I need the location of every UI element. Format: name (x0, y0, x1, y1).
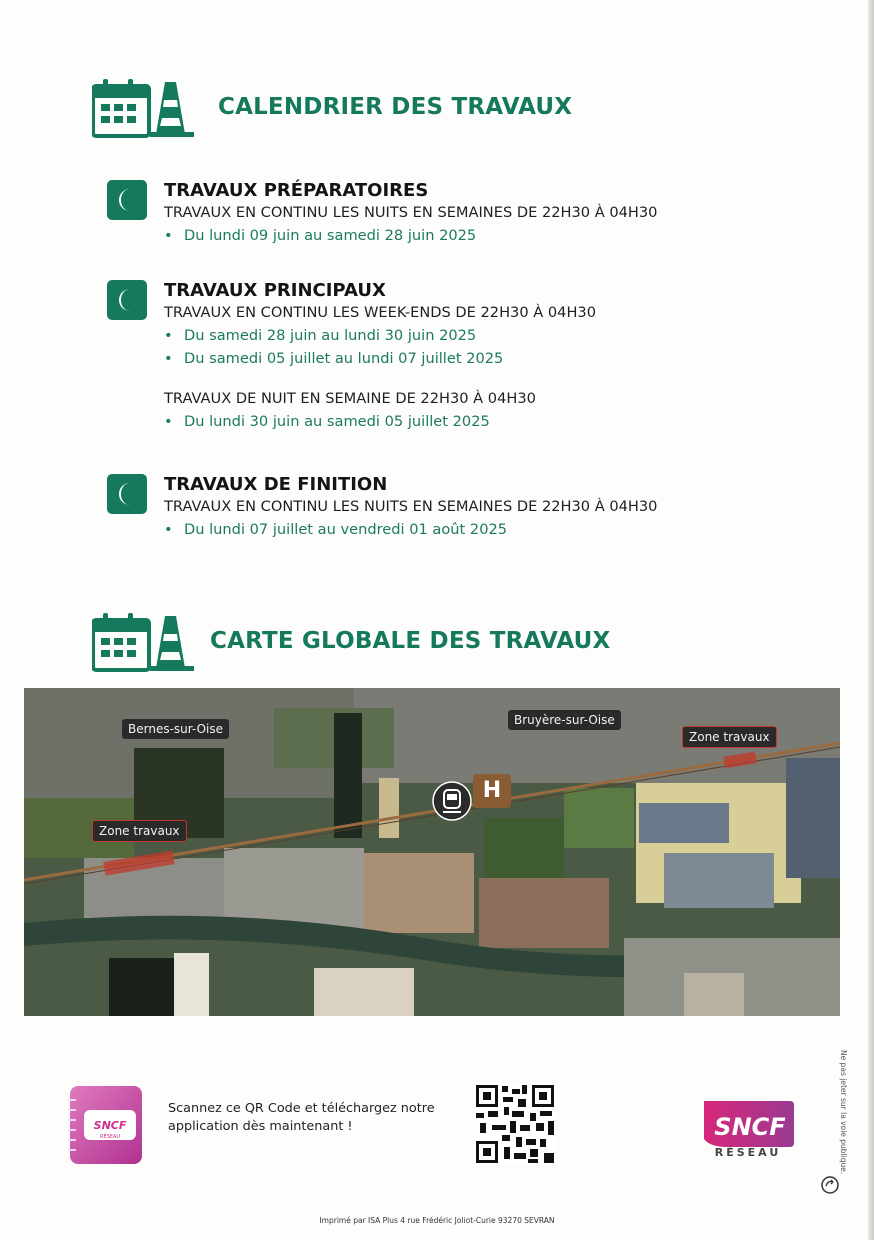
moon-icon (107, 180, 147, 220)
train-station-icon (432, 781, 472, 821)
calendar-cone-icon (92, 610, 196, 672)
works-block-preparatory (107, 180, 827, 256)
date-item: • Du lundi 09 juin au samedi 28 juin 2025 (164, 227, 477, 244)
block-title: TRAVAUX PRINCIPAUX (164, 280, 386, 301)
moon-badge (107, 280, 147, 320)
schedule-text: TRAVAUX EN CONTINU LES WEEK-ENDS DE 22H30 À 04H30 (164, 304, 596, 321)
label-zone-right: Zone travaux (682, 726, 777, 748)
date-item: • Du samedi 28 juin au lundi 30 juin 2025 (164, 327, 477, 344)
block-content (164, 280, 844, 433)
scan-edge (868, 0, 874, 1240)
svg-text:RÉSEAU: RÉSEAU (99, 1134, 121, 1140)
moon-badge (107, 180, 147, 220)
map-title: CARTE GLOBALE DES TRAVAUX (210, 628, 611, 654)
date-item: • Du lundi 30 juin au samedi 05 juillet 2025 (164, 413, 490, 430)
label-bernes: Bernes-sur-Oise (122, 719, 229, 739)
calendar-title: CALENDRIER DES TRAVAUX (218, 94, 573, 120)
moon-icon (107, 280, 147, 320)
works-map[interactable] (24, 688, 840, 1016)
works-block-finishing (107, 474, 827, 550)
svg-text:SNCF: SNCF (714, 1113, 786, 1141)
printer-credit: Imprimé par ISA Plus 4 rue Frédéric Joliot-Curie 93270 SEVRAN (319, 1216, 555, 1225)
hospital-icon: H (473, 774, 511, 808)
label-bruyere: Bruyère-sur-Oise (508, 710, 621, 730)
works-block-main (107, 280, 827, 445)
schedule-text: TRAVAUX EN CONTINU LES NUITS EN SEMAINES DE 22H30 À 04H30 (164, 498, 658, 515)
reseau-label: RÉSEAU (714, 1146, 782, 1159)
moon-icon (107, 474, 147, 514)
sncf-app-icon[interactable] (68, 1086, 144, 1164)
block-title: TRAVAUX PRÉPARATOIRES (164, 180, 429, 201)
block-content (164, 474, 844, 541)
calendar-cone-icon (92, 76, 196, 138)
block-title: TRAVAUX DE FINITION (164, 474, 388, 495)
label-zone-left: Zone travaux (92, 820, 187, 842)
block-content (164, 180, 844, 247)
qr-code[interactable] (474, 1083, 556, 1165)
calendar-section-header (92, 76, 572, 138)
schedule-text-secondary: TRAVAUX DE NUIT EN SEMAINE DE 22H30 À 04H30 (164, 390, 536, 407)
side-note: Ne pas jeter sur la voie publique. (839, 1050, 848, 1175)
svg-text:SNCF: SNCF (93, 1119, 127, 1132)
qr-instruction-text: Scannez ce QR Code et téléchargez notre application dès maintenant ! (168, 1101, 435, 1134)
moon-badge (107, 474, 147, 514)
map-section-header (92, 610, 611, 672)
recycle-icon (820, 1175, 840, 1195)
date-item: • Du lundi 07 juillet au vendredi 01 août 2025 (164, 521, 508, 538)
date-item: • Du samedi 05 juillet au lundi 07 juillet 2025 (164, 350, 504, 367)
schedule-text: TRAVAUX EN CONTINU LES NUITS EN SEMAINES DE 22H30 À 04H30 (164, 204, 658, 221)
